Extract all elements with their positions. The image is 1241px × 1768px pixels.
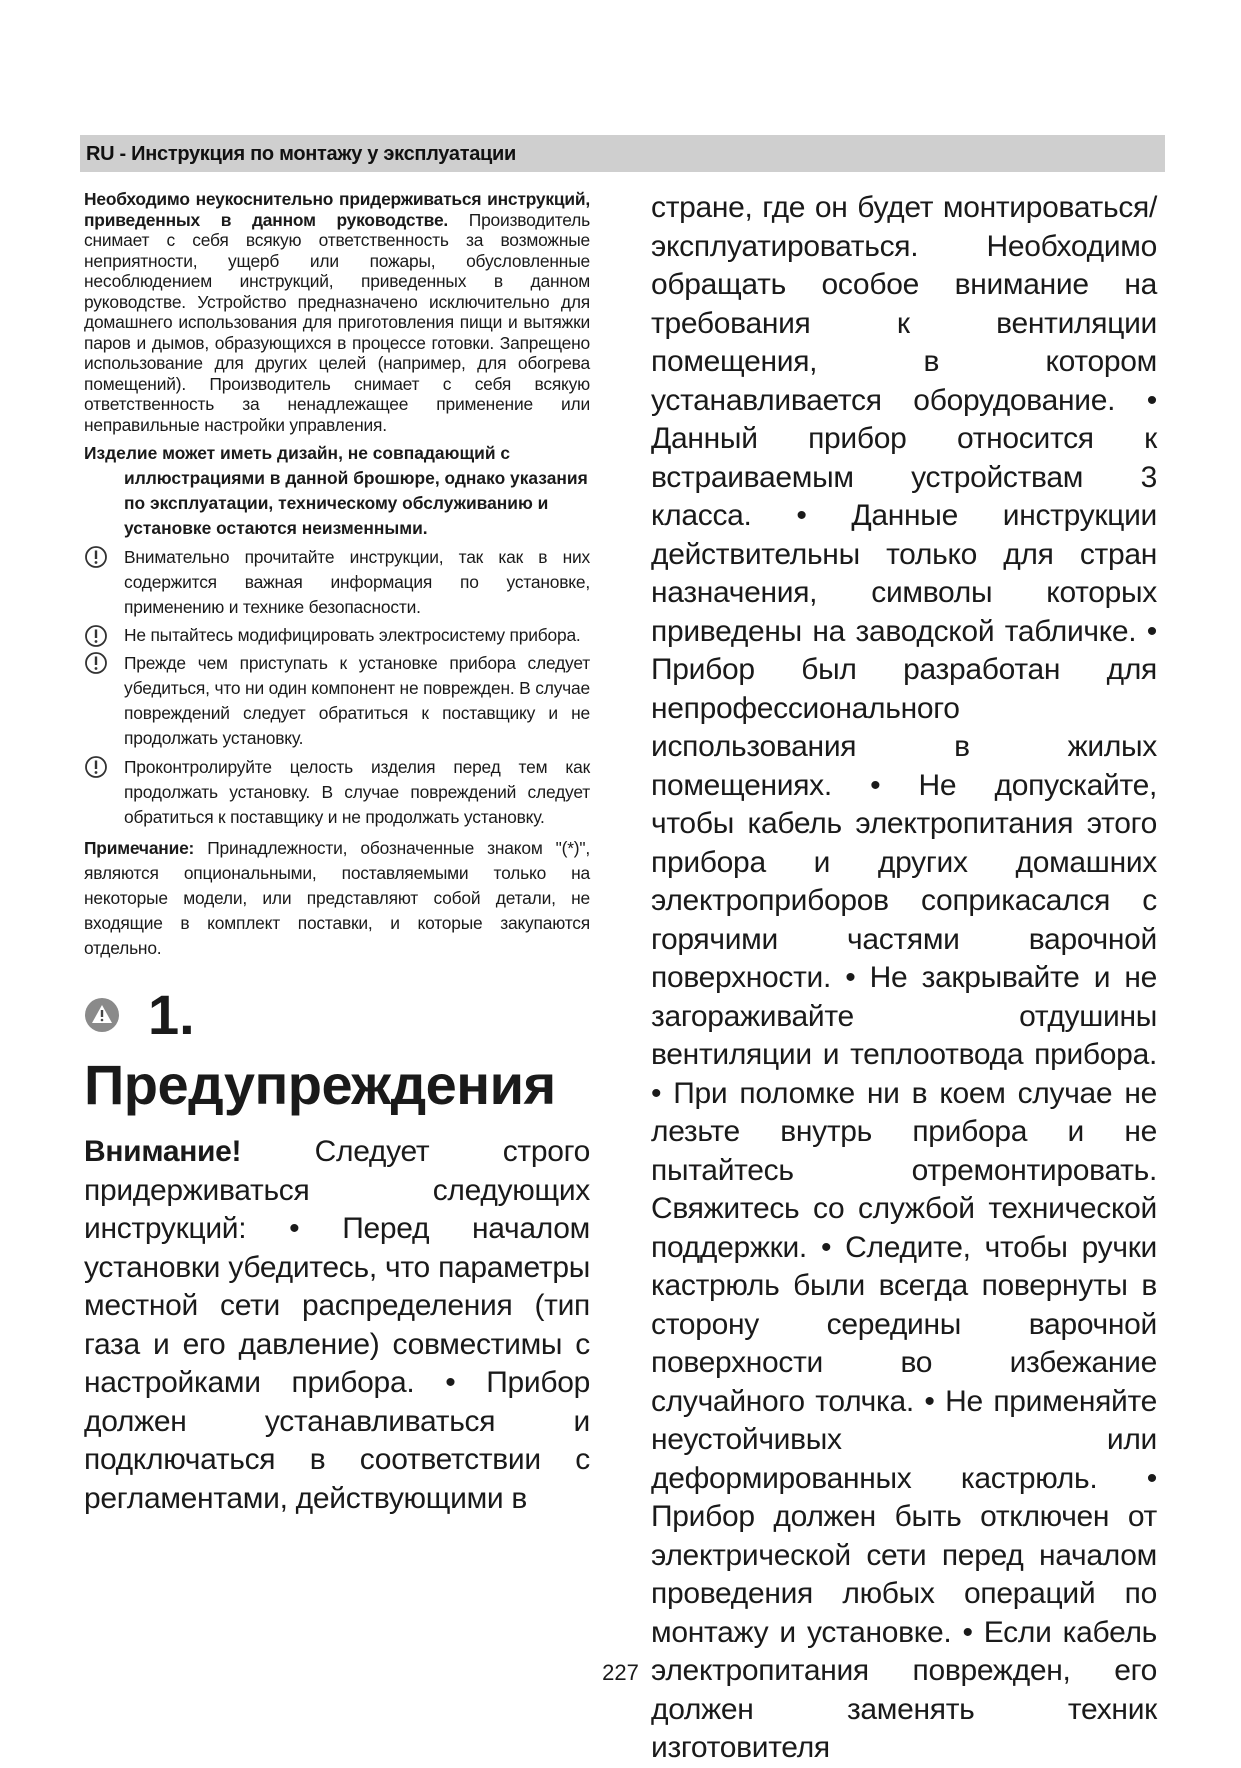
note-paragraph <box>84 836 590 961</box>
section-number: 1. <box>148 983 195 1046</box>
section-title: Предупреждения <box>84 1053 556 1116</box>
warning-item <box>84 651 590 751</box>
intro-text: Производитель снимает с себя всякую ответственность за возможные неприятности, ущерб или пожары, обусловленные несоблюдением инструкций, приведенных в данном руководстве. Устройство предназначено исключительно для домашнего использования для приготовления пищи и вытяжки паров и дымов, образующихся в процессе готовки. Запрещено использование для других целей (например, для обогрева помещений). Производитель снимает с себя всякую ответственность за ненадлежащее применение или неправильные настройки управления. <box>84 209 590 435</box>
section-heading <box>84 983 590 1133</box>
left-column <box>84 189 590 1518</box>
exclamation-circle-icon <box>84 651 108 675</box>
design-note <box>84 441 590 541</box>
page-number: 227 <box>602 1660 639 1685</box>
body-right-paragraph: стране, где он будет монтироваться/эксплуатироваться. Необходимо обращать особое внимание на требования к вентиляции помещения, в котором устанавливается оборудование. • Данный прибор относится к встраиваемым устройствам 3 класса. • Данные инструкции действительны только для стран назначения, символы которых приведены на заводской табличке. • Прибор был разработан для непрофессионального использования в жилых помещениях. • Не допускайте, чтобы кабель электропитания этого прибора и других домашних электроприборов соприкасался с горячими частями варочной поверхности. • Не закрывайте и не загораживайте отдушины вентиляции и теплоотвода прибора. • При поломке ни в коем случае не лезьте внутрь прибора и не пытайтесь отремонтировать. Свяжитесь со службой технической поддержки. • Следите, чтобы ручки кастрюль были всегда повернуты в сторону середины варочной поверхности во избежание случайного толчка. • Не применяйте неустойчивых или деформированных кастрюль. • Прибор должен быть отключен от электрической сети перед началом проведения любых операций по монтажу и установке. • Если кабель электропитания поврежден, его должен заменять техник изготовителя <box>651 191 1157 1764</box>
exclamation-circle-icon <box>84 755 108 779</box>
warning-item <box>84 755 590 830</box>
exclamation-circle-icon <box>84 624 108 648</box>
design-note-rest: иллюстрациями в данной брошюре, однако указания по эксплуатации, техническому обслуживанию и установке остаются неизменными. <box>124 468 588 538</box>
note-label: Примечание: <box>84 838 195 858</box>
header-bar <box>80 135 1165 172</box>
note-text: Принадлежности, обозначенные знаком "(*)", являются опциональными, поставляемыми только на некоторые модели, или представляют собой детали, не входящие в комплект поставки, и которые закупаются отдельно. <box>84 838 590 958</box>
design-note-first-line: Изделие может иметь дизайн, не совпадающий с <box>84 443 511 463</box>
warning-text: Прежде чем приступать к установке прибора следует убедиться, что ни один компонент не поврежден. В случае повреждений следует обратиться к поставщику и не продолжать установку. <box>124 653 590 748</box>
warning-triangle-icon <box>84 997 120 1033</box>
intro-bold-lead: Необходимо неукоснительно придерживаться инструкций, приведенных в данном руководстве. <box>84 189 590 230</box>
warning-text: Внимательно прочитайте инструкции, так как в них содержится важная информация по установке, применению и технике безопасности. <box>124 547 590 617</box>
warning-text: Проконтролируйте целость изделия перед тем как продолжать установку. В случае повреждений следует обратиться к поставщику и не продолжать установку. <box>124 757 590 827</box>
intro-paragraph <box>84 189 590 435</box>
header-title: RU - Инструкция по монтажу у эксплуатации <box>86 143 516 165</box>
exclamation-circle-icon <box>84 545 108 569</box>
warning-item <box>84 624 590 647</box>
warning-item <box>84 545 590 620</box>
attention-label: Внимание! <box>84 1135 242 1168</box>
body-left-paragraph <box>84 1133 590 1518</box>
right-column <box>651 189 1157 1768</box>
warning-text: Не пытайтесь модифицировать электросистему прибора. <box>124 625 581 645</box>
body-left-text: Следует строго придерживаться следующих инструкций: • Перед началом установки убедитесь, что параметры местной сети распределения (тип газа и его давление) совместимы с настройками прибора. • Прибор должен устанавливаться и подключаться в соответствии с регламентами, действующими в <box>84 1135 590 1515</box>
